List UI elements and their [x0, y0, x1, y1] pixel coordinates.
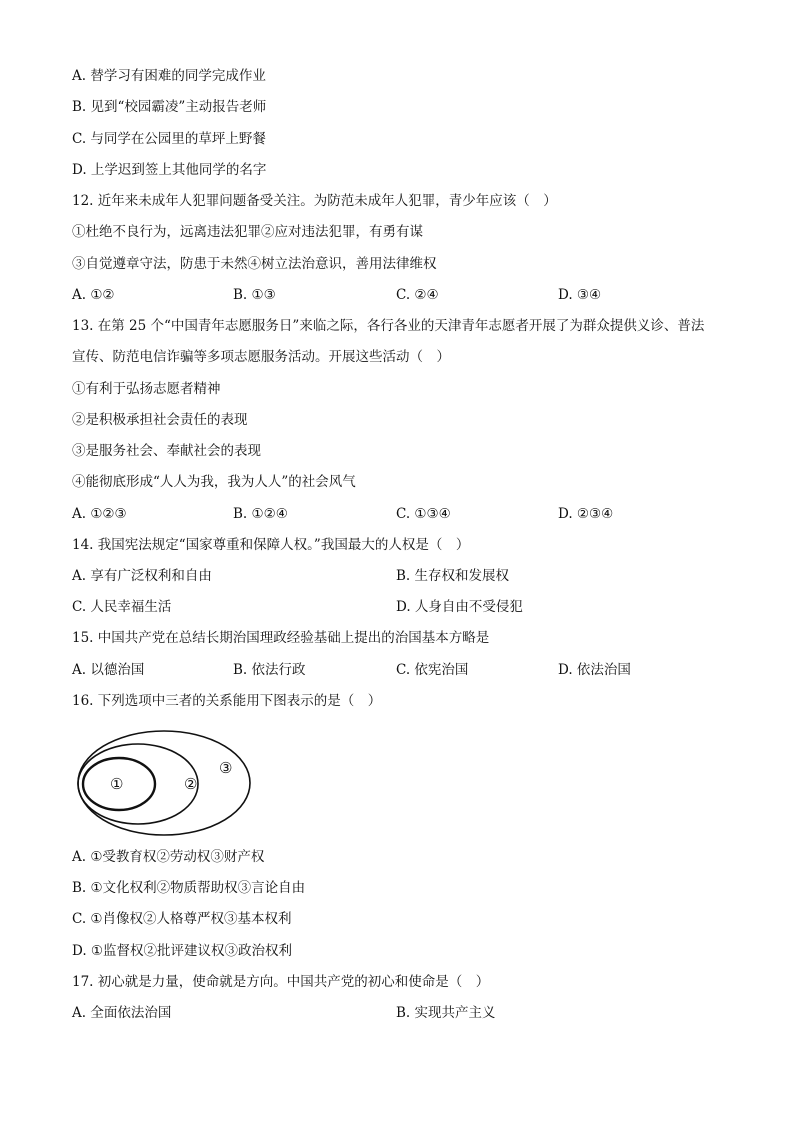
q15-stem: 15. 中国共产党在总结长期治国理政经验基础上提出的治国基本方略是 — [72, 630, 490, 646]
q13-statement-3: ③是服务社会、奉献社会的表现 — [72, 443, 261, 459]
q16-option-d: D. ①监督权②批评建议权③政治权利 — [72, 943, 293, 959]
q16-stem: 16. 下列选项中三者的关系能用下图表示的是（ ） — [72, 693, 382, 709]
q16-option-b: B. ①文化权利②物质帮助权③言论自由 — [72, 880, 306, 896]
q13-statement-1: ①有利于弘扬志愿者精神 — [72, 381, 221, 397]
q14-stem: 14. 我国宪法规定“国家尊重和保障人权。”我国最大的人权是（ ） — [72, 537, 470, 553]
q14-option-b: B. 生存权和发展权 — [396, 568, 510, 584]
q14-option-c: C. 人民幸福生活 — [72, 599, 172, 615]
middle-label: ② — [184, 775, 198, 793]
q13-stem-line-1: 13. 在第 25 个“中国青年志愿服务日”来临之际，各行各业的天津青年志愿者开展了为群众提供义诊、普法 — [72, 318, 705, 334]
q14-options-row-2 — [72, 596, 722, 618]
q14-option-d: D. 人身自由不受侵犯 — [396, 599, 523, 615]
q15-option-d: D. 依法治国 — [558, 662, 631, 678]
nested-circles-diagram — [74, 728, 254, 838]
q17-stem: 17. 初心就是力量，使命就是方向。中国共产党的初心和使命是（ ） — [72, 974, 490, 990]
q17-option-b: B. 实现共产主义 — [396, 1005, 496, 1021]
q16-option-a: A. ①受教育权②劳动权③财产权 — [72, 849, 265, 865]
q13-options — [72, 503, 722, 525]
q13-stem-line-2: 宣传、防范电信诈骗等多项志愿服务活动。开展这些活动（ ） — [72, 349, 450, 365]
q15-option-a: A. 以德治国 — [72, 662, 145, 678]
q12-option-c: C. ②④ — [396, 287, 439, 303]
q12-option-a: A. ①② — [72, 287, 115, 303]
q15-option-b: B. 依法行政 — [233, 662, 306, 678]
q12-options — [72, 284, 722, 306]
q12-stem: 12. 近年来未成年人犯罪问题备受关注。为防范未成年人犯罪，青少年应该（ ） — [72, 193, 557, 209]
q15-option-c: C. 依宪治国 — [396, 662, 469, 678]
q12-option-b: B. ①③ — [233, 287, 276, 303]
q16-option-c: C. ①肖像权②人格尊严权③基本权利 — [72, 911, 292, 927]
q12-statement-1: ①杜绝不良行为，远离违法犯罪②应对违法犯罪，有勇有谋 — [72, 224, 423, 240]
q13-option-a: A. ①②③ — [72, 506, 127, 522]
middle-ellipse — [78, 744, 198, 824]
q13-statement-4: ④能彻底形成“人人为我，我为人人”的社会风气 — [72, 474, 356, 490]
q11-option-b: B. 见到“校园霸凌”主动报告老师 — [72, 99, 267, 115]
outer-label: ③ — [219, 759, 233, 777]
q11-option-c: C. 与同学在公园里的草坪上野餐 — [72, 131, 266, 147]
q17-options — [72, 1002, 722, 1024]
q17-option-a: A. 全面依法治国 — [72, 1005, 172, 1021]
q13-option-c: C. ①③④ — [396, 506, 451, 522]
q13-option-b: B. ①②④ — [233, 506, 288, 522]
q12-option-d: D. ③④ — [558, 287, 602, 303]
q15-options — [72, 659, 722, 681]
q14-options-row-1 — [72, 565, 722, 587]
q11-option-d: D. 上学迟到签上其他同学的名字 — [72, 162, 267, 178]
q11-option-a: A. 替学习有困难的同学完成作业 — [72, 68, 266, 84]
q14-option-a: A. 享有广泛权利和自由 — [72, 568, 212, 584]
q13-option-d: D. ②③④ — [558, 506, 614, 522]
inner-label: ① — [110, 775, 124, 793]
q12-statement-2: ③自觉遵章守法，防患于未然④树立法治意识，善用法律维权 — [72, 256, 437, 272]
q13-statement-2: ②是积极承担社会责任的表现 — [72, 412, 248, 428]
